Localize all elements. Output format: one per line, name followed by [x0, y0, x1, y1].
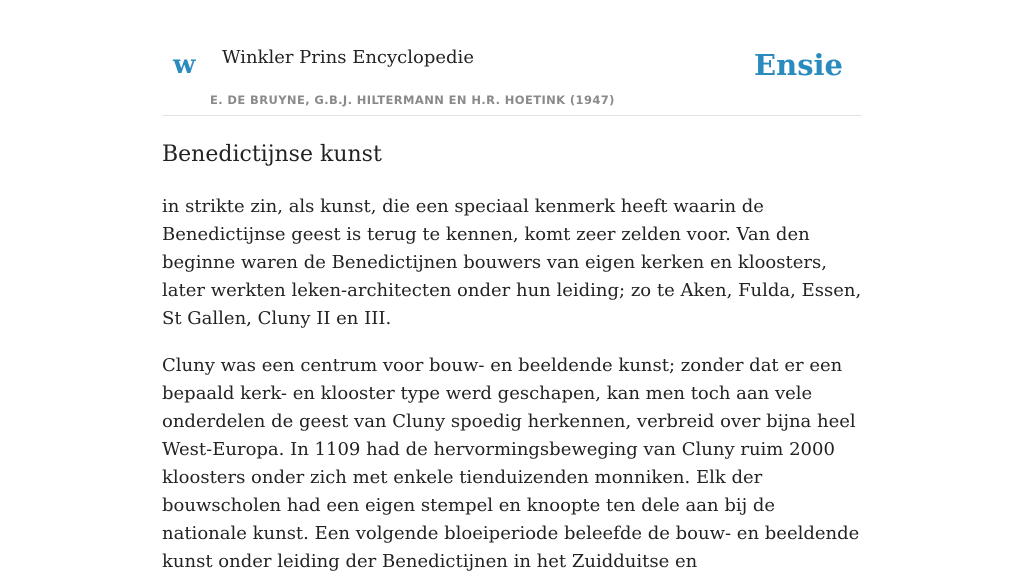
site-header: [162, 0, 862, 116]
article-title: Benedictijnse kunst: [162, 142, 382, 167]
site-subtitle-authors: E. DE BRUYNE, G.B.J. HILTERMANN EN H.R. HOETINK (1947): [210, 93, 615, 107]
article-paragraph: in strikte zin, als kunst, die een speciaal kenmerk heeft waarin de Benedictijnse geest is terug te kennen, komt zeer zelden voor. Van den beginne waren de Benedictijnen bouwers van eigen kerken en kloosters, later werkten leken-architecten onder hun leiding; zo te Aken, Fulda, Essen, St Gallen, Cluny II en III.: [162, 196, 862, 330]
article-body: [162, 193, 862, 576]
ensie-brand-logo[interactable]: Ensie: [754, 48, 843, 82]
article-paragraph: Cluny was een centrum voor bouw- en beeldende kunst; zonder dat er een bepaald kerk- en klooster type werd geschapen, kan men toch aan vele onderdelen de geest van Cluny spoedig herkennen, verbreid over bijna heel West-Europa. In 1109 had de hervormingsbeweging van Cluny ruim 2000 kloosters onder zich met enkele tienduizenden monniken. Elk der bouwscholen had een eigen stempel en knoopte ten dele aan bij de nationale kunst. Een volgende bloeiperiode beleefde de bouw- en beeldende kunst onder leiding der Benedictijnen in het Zuidduitse en: [162, 355, 860, 573]
content-container: [162, 0, 862, 576]
site-title[interactable]: Winkler Prins Encyclopedie: [222, 47, 474, 68]
winkler-prins-logo[interactable]: w: [173, 50, 196, 80]
